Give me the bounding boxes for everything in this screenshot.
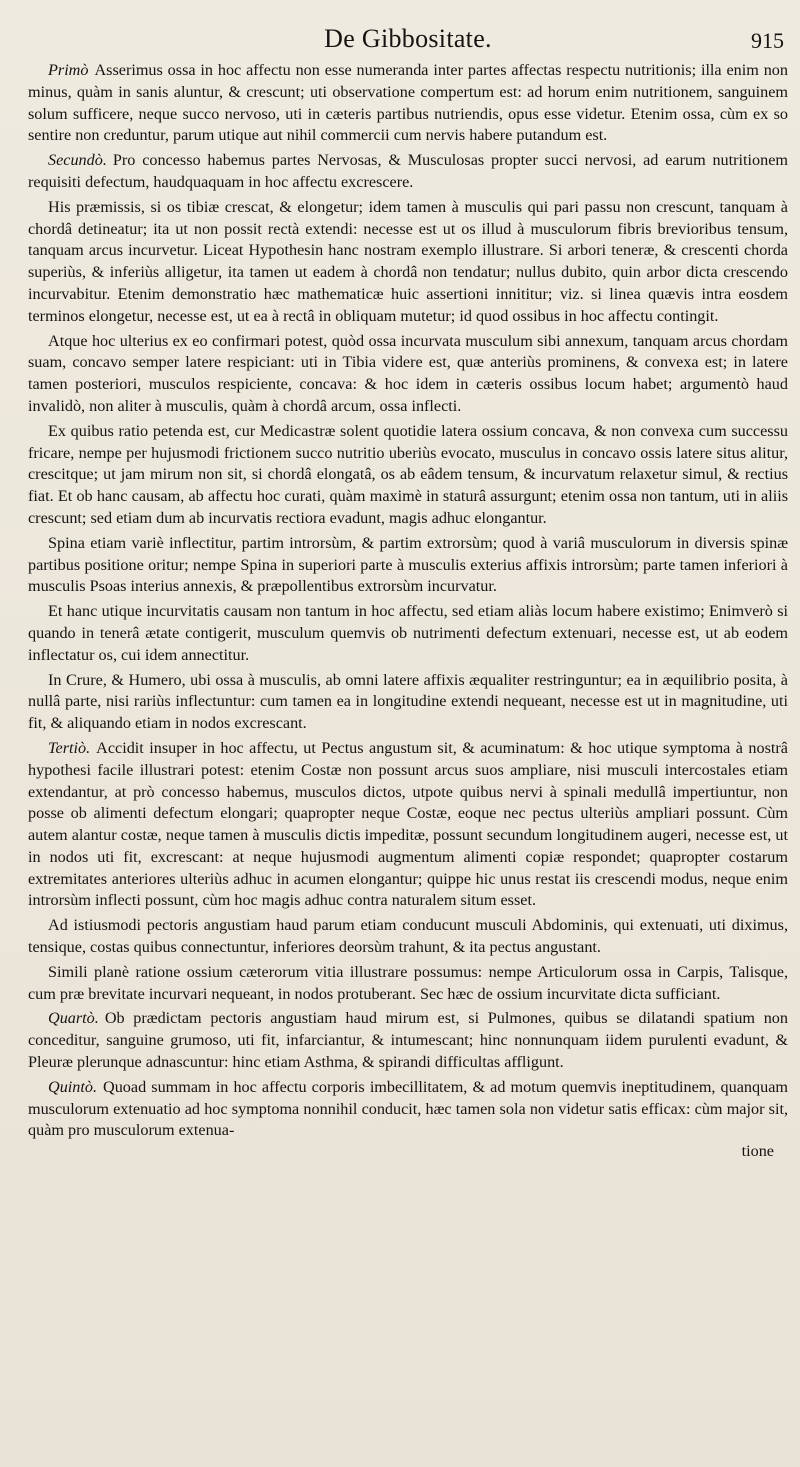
paragraph-text: Ex quibus ratio petenda est, cur Medicastræ solent quotidie latera ossium concava, & non convexa cum successu fricare, nempe per hujusmodi frictionem succo nutritio uberiùs evocato, musculus in concavo ossis latere situs alitur, crescitque; ut jam mirum non sit, si chordâ elongatâ, os ab eâdem tensum, & incurvatum relaxetur simul, & rectius fiat. Et ob hanc causam, ab affectu hoc curati, quàm maximè in staturâ assurgunt; etenim ossa non tantum, uti in aliis crescunt; sed etiam dum ab incurvatis rectiora evadunt, magis adhuc elongantur.	[28, 421, 788, 527]
paragraph-text: Spina etiam variè inflectitur, partim introrsùm, & partim extrorsùm; quod à variâ musculorum in diversis spinæ partibus positione oritur; nempe Spina in superiori parte à musculis exterius affixis introrsùm; parte tamen inferiori à musculis Psoas interius annexis, & præpollentibus extrorsùm incurvatur.	[28, 533, 788, 596]
paragraph-primo	[28, 60, 788, 147]
paragraph-ad-istiusmodi	[28, 915, 788, 959]
paragraph-lead: Primò	[48, 61, 89, 79]
paragraph-et-hanc	[28, 601, 788, 666]
paragraph-secundo	[28, 150, 788, 194]
paragraph-in-crure	[28, 670, 788, 735]
paragraph-text: His præmissis, si os tibiæ crescat, & elongetur; idem tamen à musculis qui pari passu non crescunt, tanquam à chordâ detineatur; ita ut non possit rectà extendi: necesse est ut os illud à musculorum fibris brevioribus tensum, tanquam arcus incurvetur. Liceat Hypothesin hanc nostram exemplo illustrare. Si arbori teneræ, & crescenti chorda superiùs, & inferiùs alligetur, ita tamen ut eadem à chordâ non tendatur; nullus dubito, quin arbor dicta crescendo incurvabitur. Etenim demonstratio hæc mathematicæ huic assertioni innititur; viz. si linea quævis intra eosdem terminos elongetur, necesse est, ut ea à rectâ in obliquam mutetur; id quod ossibus in hoc affectu contingit.	[28, 197, 788, 325]
paragraph-text: Quoad summam in hoc affectu corporis imbecillitatem, & ad motum quemvis ineptitudinem, quanquam musculorum extenuatio ad hoc symptoma nonnihil conducit, hæc tamen sola non videtur satis efficax: cùm major sit, quàm pro musculorum extenua-	[28, 1077, 788, 1140]
paragraph-simili	[28, 962, 788, 1006]
paragraph-lead: Quartò.	[48, 1009, 99, 1028]
paragraph-text: Ad istiusmodi pectoris angustiam haud parum etiam conducunt musculi Abdominis, qui extenuati, uti diximus, tensique, costas quibus connectuntur, inferiores deorsùm trahunt, & ita pectus angustant.	[28, 916, 788, 957]
paragraph-lead: Tertiò.	[48, 738, 91, 757]
paragraph-text: Ob prædictam pectoris angustiam haud mirum est, si Pulmones, quibus se dilatandi spatium non conceditur, sanguine grumoso, uti fit, infarciantur, & intumescant; hinc nonnunquam iidem purulenti evadunt, & Pleuræ plerunque adnascuntur: hinc etiam Asthma, & spirandi difficultas affligunt.	[28, 1009, 788, 1072]
paragraph-lead: Quintò.	[48, 1077, 98, 1096]
paragraph-tertio	[28, 738, 788, 912]
paragraph-lead: Secundò.	[48, 151, 107, 170]
paragraph-text: Accidit insuper in hoc affectu, ut Pectus angustum sit, & acuminatum: & hoc utique symptoma à nostrâ hypothesi facile illustrari potest: etenim Costæ non possunt arcus suos ampliare, nisi musculi intercostales etiam extendantur, at prò concesso habemus, musculos dictos, utpote quibus nervi à spinali medullâ impertiuntur, non posse ob alimenti defectum elongari; quapropter neque Costæ, eoque nec pectus ulteriùs ampliari possunt. Cùm autem alantur costæ, neque tamen à musculis dictis impeditæ, possunt secundum longitudinem augeri, necesse est, ut in nodos uti fit, excrescant: at neque hujusmodi augmentum alimenti copiæ respondet; quapropter costarum extremitates anteriores ulteriùs adhuc in acumen elongantur; quippe hic unus restat iis crescendi modus, neque enim introrsùm inflecti possunt, cùm hoc magis adhuc contra naturalem situm esset.	[28, 738, 788, 910]
running-title: De Gibbositate.	[324, 24, 492, 53]
paragraph-text: Simili planè ratione ossium cæterorum vitia illustrare possumus: nempe Articulorum ossa in Carpis, Talisque, cum præ brevitate incurvari nequeant, in nodos protuberant. Sec hæc de ossium incurvitate dicta sufficiant.	[28, 962, 788, 1003]
paragraph-quinto	[28, 1077, 788, 1142]
body-text	[28, 60, 788, 1142]
page-number: 915	[751, 28, 784, 53]
paragraph-text: Pro concesso habemus partes Nervosas, & Musculosas propter succi nervosi, ad earum nutritionem requisiti defectum, haudquaquam in hoc affectu excrescere.	[28, 151, 788, 191]
paragraph-text: Et hanc utique incurvitatis causam non tantum in hoc affectu, sed etiam aliàs locum habere existimo; Enimverò si quando in tenerâ ætate contigerit, musculum quemvis ob nutrimenti defectum extenuari, necesse est, ut ab eodem inflectatur os, cui idem annectitur.	[28, 602, 788, 664]
paragraph-atque	[28, 331, 788, 418]
paragraph-text: Asserimus ossa in hoc affectu non esse numeranda inter partes affectas respectu nutritionis; illa enim non minus, quàm in sanis aluntur, & crescunt; uti observatione compertum est: ad horum enim nutritionem, sanguinem solum sufficere, neque succo nervoso, uti in cæteris partibus nutriendis, opus esse videtur. Etenim ossa, cùm ex so sentire non creduntur, parum utique aut nihil commercii cum nervis habere putandum est.	[28, 61, 788, 145]
paragraph-quarto	[28, 1008, 788, 1073]
paragraph-text: In Crure, & Humero, ubi ossa à musculis, ab omni latere affixis æqualiter restringuntur; ea in æquilibrio posita, à nullâ parte, nisi rariùs inflectuntur: cum tamen ea in longitudine extendi nequeant, necesse est ut in magnitudine, uti fit, & aliquando etiam in nodos excrescant.	[28, 670, 788, 733]
paragraph-his-praemissis	[28, 197, 788, 328]
page-header	[28, 20, 788, 54]
paragraph-spina	[28, 533, 788, 598]
paragraph-ex-quibus	[28, 421, 788, 530]
catchword: tione	[741, 1142, 774, 1161]
paragraph-text: Atque hoc ulterius ex eo confirmari potest, quòd ossa incurvata musculum sibi annexum, tanquam arcus chordam suam, concavo semper latere respiciant: uti in Tibia videre est, quæ anteriùs prominens, & convexa est; in latere tamen posteriori, musculos respiciente, concava: & hoc idem in cæteris ossibus locum habet; argumentò haud invalidò, non aliter à musculis, quàm à chordâ arcum, ossa inflecti.	[28, 331, 788, 415]
